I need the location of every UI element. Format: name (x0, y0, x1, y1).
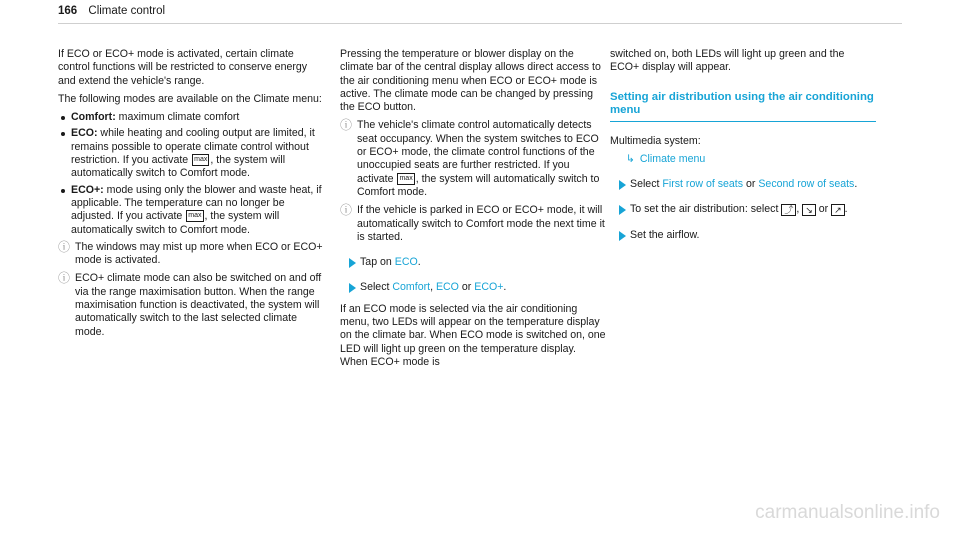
step-text: . (854, 178, 858, 191)
step-air-distribution (610, 203, 876, 216)
air-distribution-upper-icon[interactable]: ⤴ (781, 204, 796, 216)
page-section-title: Climate control (88, 5, 166, 17)
list-item-eco-plus (58, 184, 324, 237)
step-arrow-icon (349, 258, 356, 268)
step-text: , (430, 281, 436, 294)
page-number: 166 (58, 5, 78, 17)
step-set-airflow (610, 229, 876, 242)
max-button-icon: max (192, 154, 209, 166)
note-seat-text-b: , the system will automatically switch to Comfort mode. (357, 172, 600, 198)
led-paragraph: If an ECO mode is selected via the air conditioning menu, two LEDs will appear on the temperature display on the climate bar. When ECO mode is switched on, one LED will light up green on the temperature display. When ECO+ mode is (340, 302, 606, 368)
step-arrow-icon (349, 283, 356, 293)
climate-menu-link[interactable]: Climate menu (639, 152, 706, 165)
term-eco-plus: ECO+: (71, 183, 104, 196)
list-item-comfort (58, 111, 324, 124)
step-text: or (815, 203, 832, 216)
info-icon: ⓘ (58, 271, 71, 286)
desc-eco: while heating and cooling output are limited, it remains possible to operate climate control without restriction. If you activate (71, 127, 315, 167)
system-label: Multimedia system: (610, 134, 701, 147)
air-distribution-center-icon[interactable]: ↗ (831, 204, 845, 216)
desc-eco-plus-2: , the system will automatically switch to Comfort mode. (71, 210, 280, 236)
note-parked-text: If the vehicle is parked in ECO or ECO+ mode, it will automatically switch to Comfort mode the next time it is started. (357, 204, 605, 243)
eco-plus-link[interactable]: ECO+ (474, 281, 504, 294)
step-arrow-icon (619, 231, 626, 241)
desc-eco-plus: mode using only the blower and waste heat, if applicable. The temperature can no longer be adjusted. If you activate (71, 183, 322, 223)
note-parked (340, 204, 606, 244)
header-divider (58, 23, 902, 24)
note-mist (58, 241, 324, 268)
step-text: Set the airflow. (630, 228, 700, 241)
step-arrow-icon (619, 205, 626, 215)
led-continuation: switched on, both LEDs will light up green and the ECO+ display will appear. (610, 48, 845, 74)
info-icon: ⓘ (340, 118, 353, 133)
first-row-link[interactable]: First row of seats (662, 178, 744, 191)
step-text: or (458, 281, 475, 294)
step-text: . (417, 256, 421, 269)
step-text: Tap on (360, 256, 395, 269)
note-seat-occupancy (340, 119, 606, 199)
direct-access-paragraph: Pressing the temperature or blower display on the climate bar of the central display allows direct access to the air conditioning menu when ECO or ECO+ mode is active. The climate mode can be changed by pressing the ECO button. (340, 48, 601, 114)
intro-paragraph: If ECO or ECO+ mode is activated, certain climate control functions will be restricted to conserve energy and extend the vehicle's range. (58, 48, 308, 87)
step-select-mode (340, 281, 606, 294)
step-arrow-icon (619, 180, 626, 190)
note-seat-text-a: The vehicle's climate control automatically detects seat occupancy. When the system switches to ECO or ECO+ mode, the climate control functions of the unoccupied seats are further restricted. If you activate (357, 119, 599, 185)
watermark: carmanualsonline.info (755, 502, 940, 523)
note-mist-text: The windows may mist up more when ECO or ECO+ mode is activated. (75, 240, 323, 267)
list-item-eco (58, 127, 324, 180)
eco-link[interactable]: ECO (394, 256, 418, 269)
step-tap-eco (340, 256, 606, 269)
step-text: , (796, 203, 803, 216)
modes-intro: The following modes are available on the Climate menu: (58, 92, 322, 105)
step-text: Select (630, 178, 663, 191)
max-button-icon: max (397, 173, 414, 185)
comfort-link[interactable]: Comfort (392, 281, 431, 294)
menu-path (610, 153, 876, 166)
step-text: To set the air distribution: select (630, 203, 782, 216)
section-heading: Setting air distribution using the air conditioning menu (610, 91, 876, 122)
column-1 (58, 48, 324, 344)
column-2 (340, 48, 606, 374)
step-text: . (844, 203, 848, 216)
note-range-max (58, 272, 324, 338)
info-icon: ⓘ (340, 203, 353, 218)
info-icon: ⓘ (58, 239, 71, 254)
step-select-row (610, 178, 876, 191)
step-text: . (503, 281, 507, 294)
step-text: Select (360, 281, 393, 294)
page-header (58, 5, 165, 17)
term-eco: ECO: (71, 127, 98, 140)
desc-comfort: maximum climate comfort (115, 111, 240, 124)
max-button-icon: max (186, 210, 203, 222)
desc-eco-2: , the system will automatically switch to Comfort mode. (71, 154, 286, 180)
mode-list (58, 111, 324, 237)
note-range-max-text: ECO+ climate mode can also be switched on and off via the range maximisation button. When the range maximisation function is deactivated, the system will automatically switch to the last selected climate mode. (75, 272, 322, 338)
column-3 (610, 48, 876, 250)
eco-link[interactable]: ECO (435, 281, 459, 294)
second-row-link[interactable]: Second row of seats (758, 178, 855, 191)
step-text: or (743, 178, 759, 191)
term-comfort: Comfort: (71, 111, 116, 124)
path-arrow-icon: ↳ (626, 152, 635, 165)
air-distribution-footwell-icon[interactable]: ↘ (802, 204, 816, 216)
